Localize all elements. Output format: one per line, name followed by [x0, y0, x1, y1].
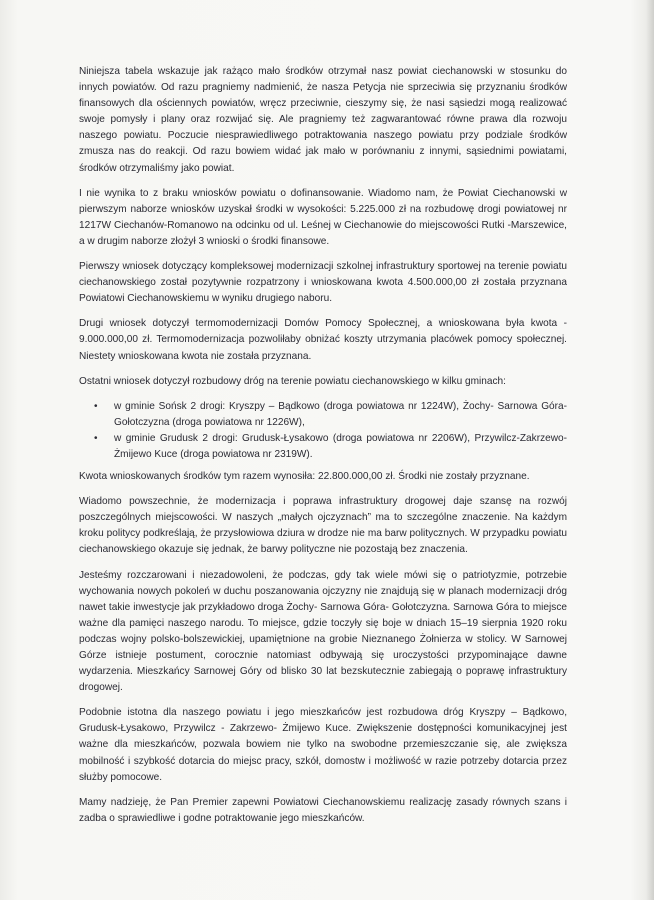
- paragraph-roads-importance: Podobnie istotna dla naszego powiatu i jego mieszkańców jest rozbudowa dróg Kryszpy – Bądkowo, Grudusk-Łysakowo, Przywilcz - Zakrzewo- Żmijewo Kuce. Zwiększenie dostępności komunikacyjnej jest ważne dla mieszkańców, pozwala bowiem nie tylko na swobodne przemieszczanie się, ale zwiększa mobilność i szybkość dotarcia do miejsc pracy, szkół, domostw i możliwość w razie potrzeby dotarcia przez służby pomocowe.: [79, 707, 567, 783]
- list-item: [94, 431, 567, 463]
- paragraph-intro: Niniejsza tabela wskazuje jak rażąco mało środków otrzymał nasz powiat ciechanowski w stosunku do innych powiatów. Od razu pragniemy nadmienić, że nasza Petycja nie sprzeciwia się przyznaniu środków finansowych dla ościennych powiatów, wręcz przeciwnie, cieszymy się, że nasi sąsiedzi mogą realizować swoje pomysły i plany oraz rozwijać się. Ale pragniemy też zagwarantować równe prawa dla rozwoju naszego powiatu. Poczucie niesprawiedliwego potraktowania naszego powiatu przy podziale środków zmusza nas do reakcji. Od razu bowiem widać jak mało w porównaniu z innymi, sąsiednimi powiatami, środków otrzymaliśmy jako powiat.: [79, 66, 567, 174]
- page-edge-shadow: [646, 0, 654, 900]
- list-item-text: w gminie Sońsk 2 drogi: Kryszpy – Bądkowo (droga powiatowa nr 1224W), Żochy- Sarnowa Góra- Gołotczyzna (droga powiatowa nr 1226W),: [114, 400, 567, 428]
- bullet-icon: •: [94, 400, 98, 412]
- document-body: [79, 64, 567, 836]
- roads-list: [79, 399, 567, 463]
- paragraph-last-application: Ostatni wniosek dotyczył rozbudowy dróg na terenie powiatu ciechanowskiego w kilku gminach:: [79, 375, 506, 387]
- paragraph-patriotism: Jesteśmy rozczarowani i niezadowoleni, że podczas, gdy tak wiele mówi się o patriotyzmie, potrzebie wychowania nowych pokoleń w duchu poszanowania ojczyzny nie znajdują się w planach modernizacji dróg nawet takie inwestycje jak przykładowo droga Żochy- Sarnowa Góra- Gołotczyzna. Sarnowa Góra to miejsce ważne dla pamięci naszego narodu. To miejsce, gdzie toczyły się boje w dniach 15–19 sierpnia 1920 roku podczas wojny polsko-bolszewickiej, upamiętnione na grobie Nieznanego Żołnierza w stolicy. W Sarnowej Górze istnieje postument, corocznie natomiast odbywają się uroczystości przypominające dawne wydarzenia. Mieszkańcy Sarnowej Góry od blisko 30 lat bezskutecznie zabiegają o poprawę infrastruktury drogowej.: [79, 569, 567, 694]
- bullet-icon: •: [94, 432, 98, 444]
- paragraph-infrastructure: Wiadomo powszechnie, że modernizacja i poprawa infrastruktury drogowej daje szansę na rozwój poszczególnych miejscowości. W naszych „małych ojczyznach” ma to szczególne znaczenie. Na każdym kroku politycy podkreślają, że przysłowiowa dziura w drodze nie ma barw politycznych. W przypadku powiatu ciechanowskiego okazuje się jednak, że barwy polityczne nie pozostają bez znaczenia.: [79, 496, 567, 556]
- paragraph-closing: Mamy nadzieję, że Pan Premier zapewni Powiatowi Ciechanowskiemu realizację zasady równych szans i zadba o sprawiedliwe i godne potraktowanie jego mieszkańców.: [79, 796, 567, 824]
- paragraph-total-amount: Kwota wnioskowanych środków tym razem wynosiła: 22.800.000,00 zł. Środki nie zostały przyznane.: [79, 471, 530, 483]
- list-item: [94, 399, 567, 431]
- paragraph-second-application: Drugi wniosek dotyczył termomodernizacji Domów Pomocy Społecznej, a wnioskowana była kwota - 9.000.000,00 zł. Termomodernizacja pozwoliłaby obniżać koszty utrzymania placówek pomocy społecznej. Niestety wnioskowana kwota nie została przyznana.: [79, 318, 567, 362]
- paragraph-first-application: Pierwszy wniosek dotyczący kompleksowej modernizacji szkolnej infrastruktury sportowej na terenie powiatu ciechanowskiego został pozytywnie rozpatrzony i wnioskowana kwota 4.500.000,00 zł została przyznana Powiatowi Ciechanowskiemu w wyniku drugiego naboru.: [79, 261, 567, 305]
- paragraph-applications: I nie wynika to z braku wniosków powiatu o dofinansowanie. Wiadomo nam, że Powiat Ciechanowski w pierwszym naborze wniosków uzyskał środki w wysokości: 5.225.000 zł na rozbudowę drogi powiatowej nr 1217W Ciechanów-Romanowo na odcinku od ul. Leśnej w Ciechanowie do miejscowości Rutki -Marszewice, a w drugim naborze złożył 3 wnioski o środki finansowe.: [79, 187, 567, 247]
- list-item-text: w gminie Grudusk 2 drogi: Grudusk-Łysakowo (droga powiatowa nr 2206W), Przywilcz-Zakrzewo- Żmijewo Kuce (droga powiatowa nr 2319W).: [114, 432, 567, 460]
